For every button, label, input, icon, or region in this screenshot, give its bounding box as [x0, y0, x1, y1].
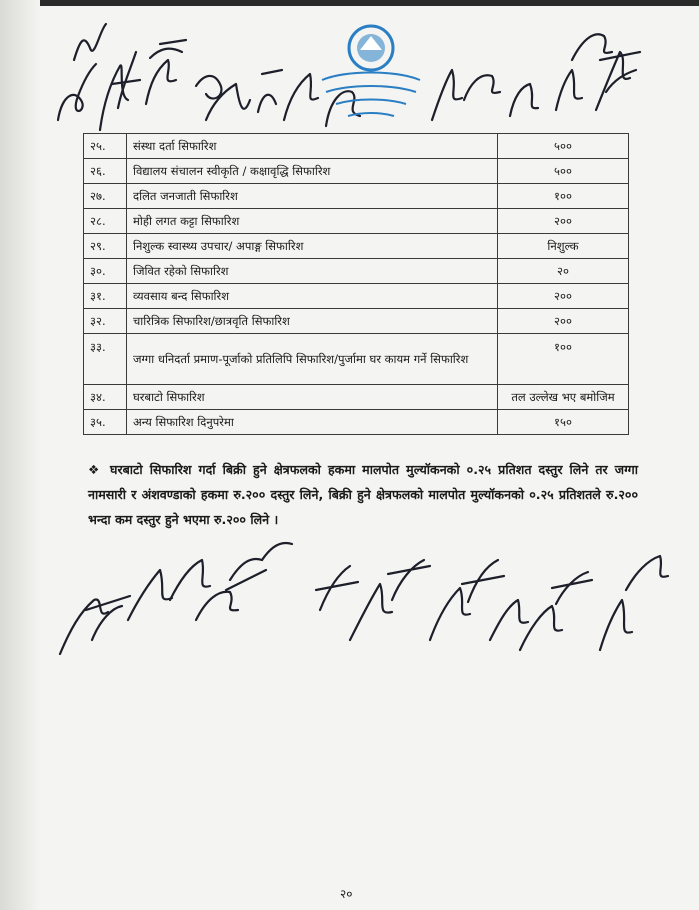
table-row [84, 134, 629, 159]
row-number: २५. [84, 134, 127, 159]
row-fee: ५०० [498, 134, 629, 159]
row-fee: १५० [498, 410, 629, 435]
row-number: २८. [84, 209, 127, 234]
row-fee: २०० [498, 284, 629, 309]
row-fee: २० [498, 259, 629, 284]
row-item: चारित्रिक सिफारिश/छात्रवृति सिफारिश [127, 309, 498, 334]
page-number: २० [340, 887, 353, 901]
row-number: ३४. [84, 385, 127, 410]
row-number: २९. [84, 234, 127, 259]
row-item: संस्था दर्ता सिफारिश [127, 134, 498, 159]
table-row [84, 159, 629, 184]
row-number: २७. [84, 184, 127, 209]
municipal-seal [316, 18, 426, 134]
page-top-edge [0, 0, 699, 6]
row-number: ३०. [84, 259, 127, 284]
row-number: २६. [84, 159, 127, 184]
fee-note [88, 457, 638, 532]
table-row [84, 410, 629, 435]
row-item: मोही लगत कट्टा सिफारिश [127, 209, 498, 234]
row-item: निशुल्क स्वास्थ्य उपचार/ अपाङ्ग सिफारिश [127, 234, 498, 259]
row-fee: निशुल्क [498, 234, 629, 259]
row-item: दलित जनजाती सिफारिश [127, 184, 498, 209]
row-item: घरबाटो सिफारिश [127, 385, 498, 410]
row-fee: २०० [498, 309, 629, 334]
table-row [84, 284, 629, 309]
row-fee: २०० [498, 209, 629, 234]
row-item: जिवित रहेको सिफारिश [127, 259, 498, 284]
row-fee: १०० [498, 184, 629, 209]
page-binding-shadow [0, 0, 40, 910]
fee-table [83, 133, 629, 435]
table-row [84, 209, 629, 234]
bullet-icon: ❖ [88, 462, 100, 477]
row-fee: तल उल्लेख भए बमोजिम [498, 385, 629, 410]
row-fee: ५०० [498, 159, 629, 184]
row-item: जग्गा धनिदर्ता प्रमाण-पूर्जाको प्रतिलिपि सिफारिश/पुर्जामा घर कायम गर्ने सिफारिश [127, 334, 498, 385]
note-text: घरबाटो सिफारिश गर्दा बिक्री हुने क्षेत्रफलको हकमा मालपोत मुल्यॉकनको ०.२५ प्रतिशत दस्तुर लिने तर जग्गा नामसारी र अंशवण्डाको हकमा रु.२०० दस्तुर लिने, बिक्री हुने क्षेत्रफलको मालपोत मुल्यॉकनको ०.२५ प्रतिशतले रु.२०० भन्दा कम दस्तुर हुने भएमा रु.२०० लिने । [88, 462, 638, 527]
row-number: ३१. [84, 284, 127, 309]
row-item: व्यवसाय बन्द सिफारिश [127, 284, 498, 309]
table-row [84, 385, 629, 410]
table-row [84, 234, 629, 259]
row-number: ३२. [84, 309, 127, 334]
table-row [84, 334, 629, 385]
row-item: विद्यालय संचालन स्वीकृति / कक्षावृद्धि सिफारिश [127, 159, 498, 184]
table-row [84, 309, 629, 334]
row-number: ३३. [84, 334, 127, 385]
table-row [84, 259, 629, 284]
table-row [84, 184, 629, 209]
row-number: ३५. [84, 410, 127, 435]
row-fee: १०० [498, 334, 629, 385]
row-item: अन्य सिफारिश दिनुपरेमा [127, 410, 498, 435]
